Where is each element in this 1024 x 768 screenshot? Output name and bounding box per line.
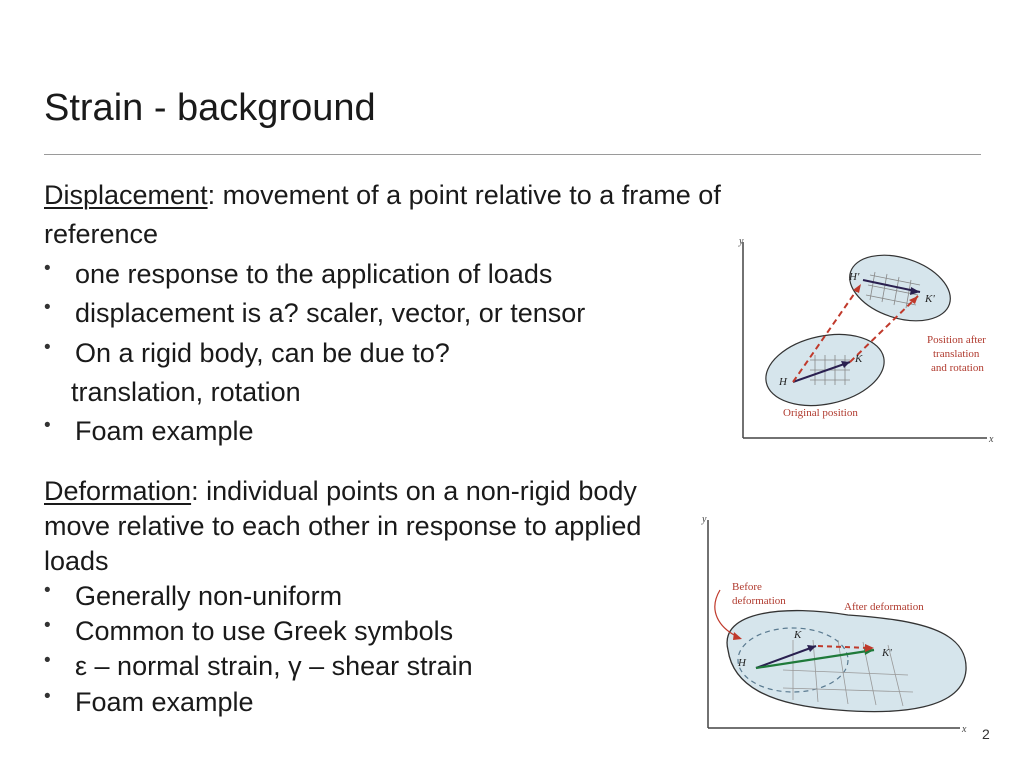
list-item: • Foam example <box>44 412 744 451</box>
list-item: • displacement is a? scaler, vector, or tensor <box>44 294 744 333</box>
deformation-term: Deformation <box>44 476 192 506</box>
deformation-definition-text: : individual points on a non-rigid body move relative to each other in response to applied loads <box>44 476 642 577</box>
displacement-bullet-list <box>44 255 744 452</box>
label-h: H <box>779 376 787 388</box>
label-h-prime: H' <box>849 271 860 283</box>
rigid-displacement-figure <box>735 230 1000 445</box>
label-k: K <box>794 629 802 641</box>
label-before-line1: Before <box>732 581 762 593</box>
label-k-prime: K' <box>882 647 892 659</box>
list-item: • Foam example <box>44 685 704 720</box>
slide-title: Strain - background <box>44 87 376 129</box>
title-divider <box>44 154 981 155</box>
y-axis-label: y <box>739 236 744 247</box>
x-axis-label: x <box>962 724 967 735</box>
displacement-term: Displacement <box>44 180 208 210</box>
deformation-bullet-list <box>44 579 704 719</box>
displacement-section <box>44 176 744 452</box>
displacement-definition <box>44 176 744 255</box>
list-item: • On a rigid body, can be due to? <box>44 334 744 373</box>
deformation-section <box>44 474 704 720</box>
label-k-prime: K' <box>925 293 935 305</box>
deformation-figure <box>698 510 980 742</box>
page-number: 2 <box>982 726 990 742</box>
caption-after-line1: Position after <box>927 334 986 346</box>
list-item: • one response to the application of loads <box>44 255 744 294</box>
list-item: • Generally non-uniform <box>44 579 704 614</box>
x-axis-label: x <box>989 434 994 445</box>
y-axis-label: y <box>702 514 707 525</box>
displacement-definition-text: : movement of a point relative to a frame of reference <box>44 180 721 250</box>
label-k: K <box>855 353 863 365</box>
caption-after-line3: and rotation <box>931 362 984 374</box>
label-h: H <box>738 657 746 669</box>
deformation-definition <box>44 474 704 579</box>
list-item: • Common to use Greek symbols <box>44 614 704 649</box>
list-item: • ε – normal strain, γ – shear strain <box>44 649 704 684</box>
caption-after-line2: translation <box>933 348 980 360</box>
list-item-continuation: translation, rotation <box>71 377 301 408</box>
label-before-line2: deformation <box>732 595 786 607</box>
label-after: After deformation <box>844 601 924 613</box>
caption-original: Original position <box>783 407 858 419</box>
